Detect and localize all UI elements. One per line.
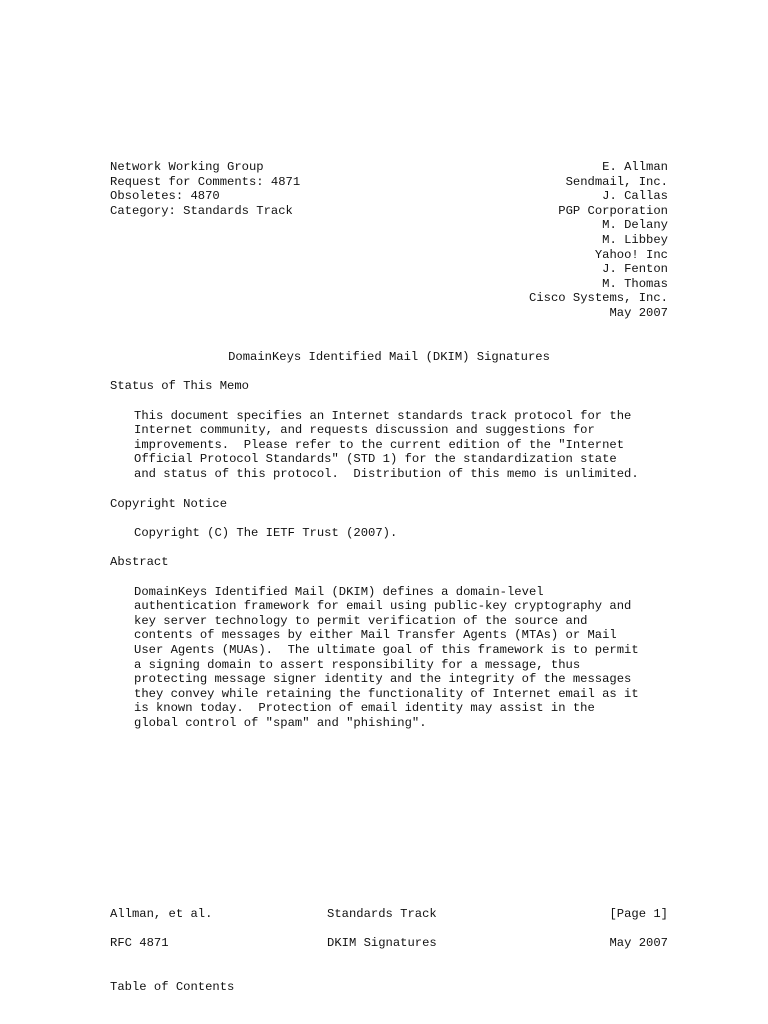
document-title: DomainKeys Identified Mail (DKIM) Signatures: [228, 350, 550, 364]
abstract-line: key server technology to permit verification of the source and: [134, 613, 588, 628]
header-left-line: Obsoletes: 4870: [110, 189, 220, 204]
footer-category: Standards Track: [327, 906, 437, 921]
abstract-line: contents of messages by either Mail Transfer Agents (MTAs) or Mail: [134, 628, 617, 643]
header-right-line: M. Delany: [602, 218, 668, 233]
status-line: Official Protocol Standards" (STD 1) for the standardization state: [134, 452, 617, 467]
header-right-line: Cisco Systems, Inc.: [529, 291, 668, 306]
abstract-line: global control of "spam" and "phishing".: [134, 715, 427, 730]
next-page-header: [110, 936, 668, 951]
abstract-line: they convey while retaining the functionality of Internet email as it: [134, 686, 639, 701]
header-right-line: J. Callas: [602, 189, 668, 204]
section-heading-status: Status of This Memo: [110, 379, 249, 393]
status-line: This document specifies an Internet standards track protocol for the: [134, 408, 632, 423]
abstract-line: authentication framework for email using public-key cryptography and: [134, 599, 632, 614]
section-heading-abstract: Abstract: [110, 555, 169, 569]
footer-authors: Allman, et al.: [110, 906, 213, 921]
abstract-line: is known today. Protection of email identity may assist in the: [134, 701, 595, 716]
status-line: Internet community, and requests discussion and suggestions for: [134, 423, 595, 438]
copyright-line: Copyright (C) The IETF Trust (2007).: [134, 525, 398, 540]
abstract-line: DomainKeys Identified Mail (DKIM) defines a domain-level: [134, 584, 544, 599]
header-right-line: PGP Corporation: [558, 203, 668, 218]
header-short-title: DKIM Signatures: [327, 936, 437, 950]
section-heading-copyright: Copyright Notice: [110, 496, 228, 511]
header-left-line: Network Working Group: [110, 160, 264, 174]
header-date: May 2007: [609, 936, 668, 950]
header-right-line: M. Libbey: [602, 233, 668, 247]
abstract-line: protecting message signer identity and the integrity of the messages: [134, 672, 632, 687]
status-line: and status of this protocol. Distribution of this memo is unlimited.: [134, 466, 639, 481]
footer-page-number: [Page 1]: [609, 906, 668, 921]
header-right-line: M. Thomas: [602, 276, 668, 291]
abstract-line: User Agents (MUAs). The ultimate goal of this framework is to permit: [134, 642, 639, 657]
toc-heading: Table of Contents: [110, 980, 235, 994]
page-footer: [110, 907, 668, 922]
header-right-line: May 2007: [609, 306, 668, 320]
header-right-line: E. Allman: [602, 160, 668, 174]
header-right-line: Yahoo! Inc: [594, 247, 668, 262]
status-line: improvements. Please refer to the current edition of the "Internet: [134, 437, 625, 452]
header-rfc-number: RFC 4871: [110, 936, 169, 950]
abstract-line: a signing domain to assert responsibility for a message, thus: [134, 657, 581, 672]
header-left-line: Request for Comments: 4871: [110, 174, 301, 189]
header-left-line: Category: Standards Track: [110, 203, 293, 218]
header-right-line: Sendmail, Inc.: [565, 174, 668, 189]
header-right-line: J. Fenton: [602, 262, 668, 277]
